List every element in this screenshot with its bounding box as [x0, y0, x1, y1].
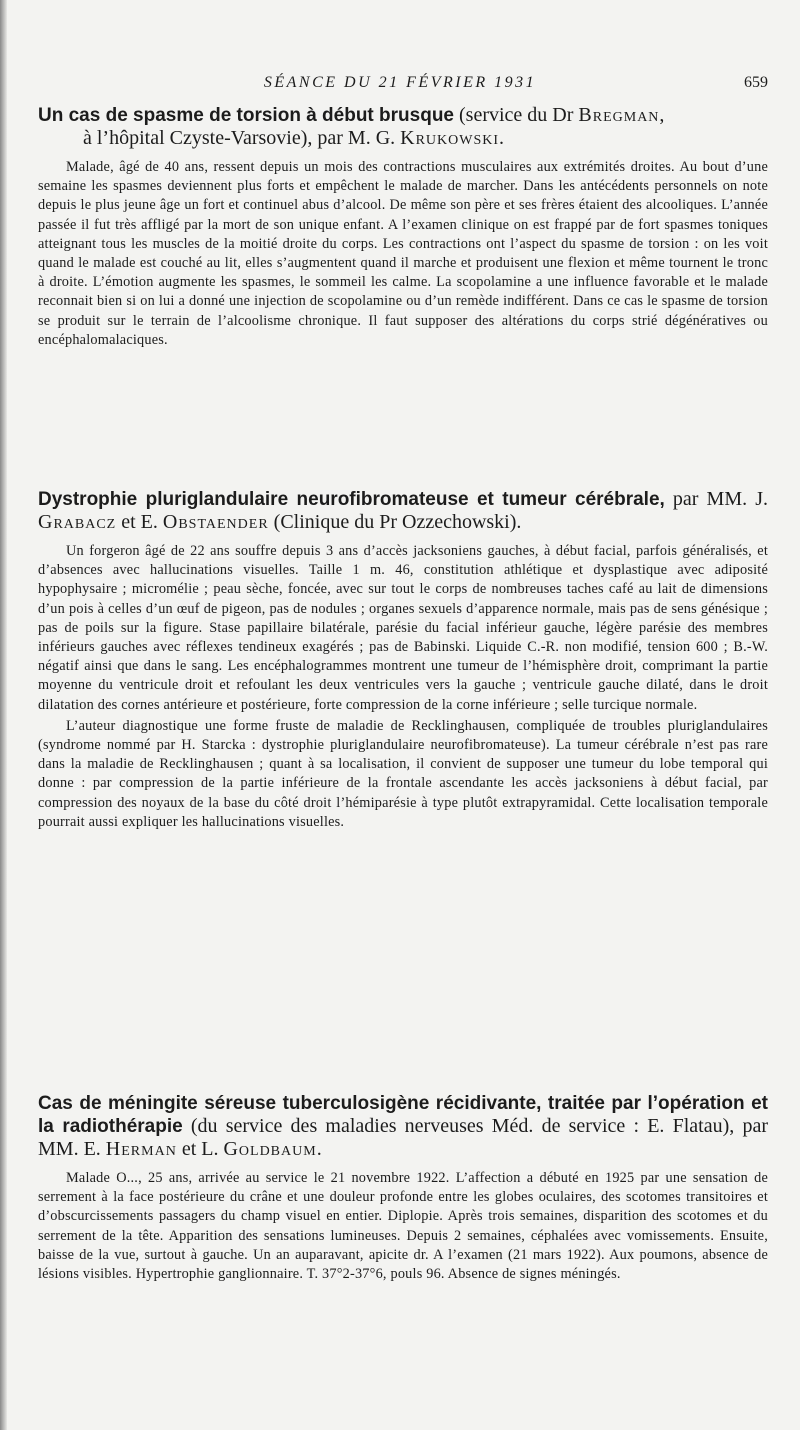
article-pluriglandular-dystrophy [38, 488, 768, 832]
running-head [0, 72, 800, 96]
page-number: 659 [744, 74, 768, 91]
paragraph: Malade O..., 25 ans, arrivée au service le 21 novembre 1922. L’affection a débuté en 1925 par une sensation de serrement à la face postérieure du crâne et une douleur profonde entre les globes oculaires, des scotomes transitoires et d’obscurcissements passagers du champ visuel en entier. Diplopie. Après trois semaines, disparition des scotomes et du serrement de la tête. Apparition des sensations lumineuses. Depuis 2 semaines, céphalées avec vomissements. Ensuite, baisse de la vue, surtout à gauche. Un an auparavant, apicite dr. A l’examen (21 mars 1922). Aux poumons, absence de lésions visibles. Hypertrophie ganglionnaire. T. 37°2-37°6, pouls 96. Absence de signes méningés. [38, 1170, 768, 1283]
article-title-main: Dystrophie pluriglandulaire neurofibromateuse et tumeur cérébrale, [38, 489, 665, 510]
running-head-title: SÉANCE DU 21 FÉVRIER 1931 [263, 74, 537, 91]
article-title-location: à l’hôpital Czyste-Varsovie), par M. G. [83, 127, 401, 149]
article-title-service: (service du Dr [459, 104, 579, 126]
article-torsion-spasm [38, 104, 768, 350]
article-title [38, 1092, 768, 1161]
paragraph: Un forgeron âgé de 22 ans souffre depuis 3 ans d’accès jacksoniens gauches, à début facial, parfois généralisés, et d’absences avec hallucinations visuelles. Taille 1 m. 46, constitution athlétique et dysplastique avec adiposité hypophysaire ; micromélie ; peau sèche, foncée, avec sur tout le corps de nombreuses taches café au lait de dimensions d’un pois à celles d’un œuf de pigeon, pas de nodules ; organes sexuels d’apparence normale, mais pas de sens génésique ; pas de poils sur la figure. Stase papillaire bilatérale, parésie du facial inférieur gauche, légère parésie des membres inférieurs gauches avec réflexes tendineux exagérés ; pas de Babinski. Liquide C.-R. non modifié, tension 600 ; B.-W. négatif ainsi que dans le sang. Les encéphalogrammes montrent une tumeur de l’hémisphère droit, comprimant la partie moyenne du ventricule droit et refoulant les deux ventricules vers la gauche ; ventricule gauche dilaté, dans le droit dilatation des cornes antérieure et postérieure, forte compression de la corne inférieure ; selle turcique normale. [38, 543, 768, 713]
author-name: Herman [105, 1138, 177, 1160]
paragraph: Malade, âgé de 40 ans, ressent depuis un mois des contractions musculaires aux extrémités droites. Au bout d’une semaine les spasmes deviennent plus forts et empêchent le malade de marcher. Dans les antécédents personnels on note depuis le plus jeune âge un fort et continuel abus d’alcool. De même son père et ses frères étaient des alcooliques. L’année passée il fut très affligé par la mort de son unique enfant. A l’examen clinique on est frappé par de fort spasmes toniques atteignant tous les muscles de la moitié droite du corps. Les contractions ont l’aspect du spasme de torsion : on les voit quand le malade est couché au lit, elles s’augmentent quand il marche et produisent une flexion et même tournent le tronc à droite. L’émotion augmente les spasmes, le sommeil les calme. La scopolamine a une influence favorable et le malade reconnait bien si on lui a donné une injection de scopolamine ou d’un remède indifférent. Dans ce cas le spasme de torsion se produit sur le terrain de l’alcoolisme chronique. Il faut supposer des altérations du corps strié dégénératives ou encéphalomalaciques. [38, 159, 768, 348]
article-title-byline: par MM. J. [672, 488, 769, 510]
article-body [38, 158, 768, 350]
author-name: Grabacz [38, 511, 117, 533]
article-title-conjunction: et E. [116, 511, 163, 533]
author-name: Bregman, [578, 104, 666, 126]
article-title-clinic: (Clinique du Pr Ozzechowski). [268, 511, 522, 533]
article-body [38, 542, 768, 832]
article-title [38, 104, 768, 150]
paragraph: L’auteur diagnostique une forme fruste de maladie de Recklinghausen, compliquée de troubles pluriglandulaires (syndrome nommé par H. Starcka : dystrophie pluriglandulaire neurofibromateuse). La tumeur cérébrale n’est pas rare dans la maladie de Recklinghausen ; quant à sa localisation, il convient de supposer une tumeur du lobe temporal qui donne : par compression de la partie inférieure de la frontale ascendante les accès jacksoniens à début facial, par compression des noyaux de la base du côté droit l’hémiparésie à type plutôt extrapyramidal. Cette localisation temporale pourrait aussi expliquer les hallucinations visuelles. [38, 717, 768, 830]
article-title-conjunction: et L. [176, 1138, 224, 1160]
article-title-main: Cas de méningite séreuse tuberculosigène récidivante, traitée par l’opération et la radiothérapie [38, 1093, 768, 1137]
author-name: Krukowski. [400, 127, 506, 149]
author-name: Goldbaum. [223, 1138, 323, 1160]
author-name: Obstaender [162, 511, 269, 533]
article-serous-meningitis [38, 1092, 768, 1284]
article-title [38, 488, 768, 534]
article-title-main: Un cas de spasme de torsion à début brusque [38, 105, 454, 126]
binding-shadow [0, 0, 7, 1430]
article-body [38, 1169, 768, 1284]
article-title-service: (du service des maladies nerveuses Méd. de service : E. Flatau), par MM. E. [38, 1115, 769, 1160]
